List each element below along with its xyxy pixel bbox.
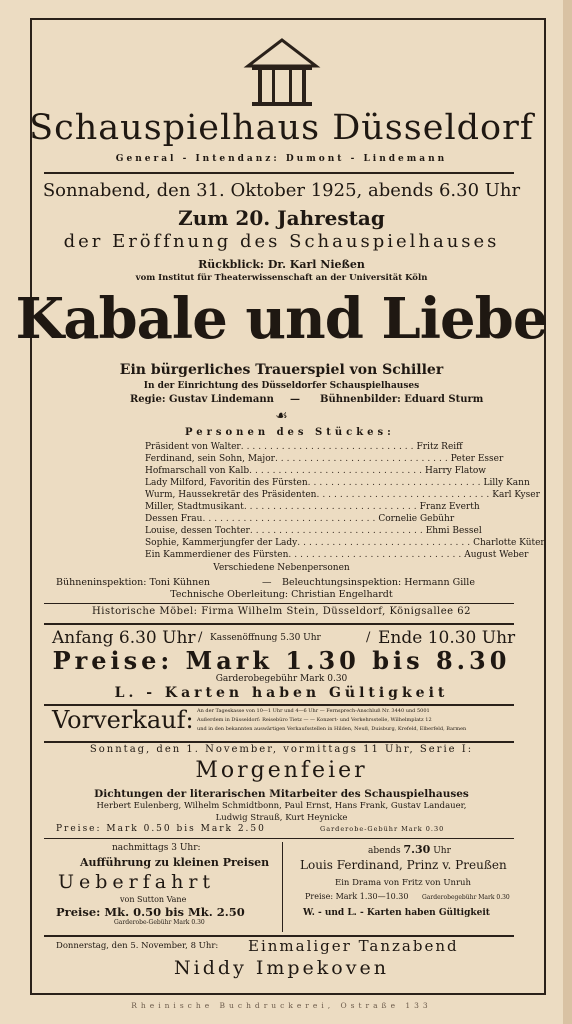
evening-subtitle: Ein Drama von Fritz von Unruh — [335, 878, 471, 888]
end-time: Ende 10.30 Uhr — [378, 628, 516, 648]
occasion: Zum 20. Jahrestag — [178, 206, 385, 230]
event-date: Sonnabend, den 31. Oktober 1925, abends 6.30 Uhr — [42, 180, 521, 201]
divider — [44, 741, 514, 743]
time-separator: / — [198, 630, 203, 645]
cast-row: Wurm, Haussekretär des Präsidenten .............................. Karl Kyser — [145, 490, 540, 500]
divider — [44, 172, 514, 174]
sunday-title: Morgenfeier — [195, 758, 368, 783]
ornament-icon: ☙ — [275, 408, 288, 424]
designer: Bühnenbilder: Eduard Sturm — [320, 394, 484, 405]
cast-row: Sophie, Kammerjungfer der Lady .............................. Charlotte Küter — [145, 538, 545, 548]
cast-row: Louise, dessen Tochter .............................. Ehmi Bessel — [145, 526, 482, 536]
cards-validity: L. - Karten haben Gültigkeit — [114, 685, 449, 701]
afternoon-heading: Aufführung zu kleinen Preisen — [80, 856, 270, 869]
cast-row: Miller, Stadtmusikant .............................. Franz Everth — [145, 502, 480, 512]
cast-row: Lady Milford, Favoritin des Fürsten .............................. Lilly Kann — [145, 478, 530, 488]
afternoon-price: Preise: Mk. 0.50 bis Mk. 2.50 — [56, 905, 245, 919]
occasion-sub: der Eröffnung des Schauspielhauses — [63, 231, 500, 252]
evening-time — [368, 843, 451, 856]
presale-line-2: Außerdem in Düsseldorf: Reisebüro Tietz — — Konzert- und Verkehrsstelle, Wilhelmplatz 12 — [197, 717, 432, 723]
column-divider — [282, 842, 283, 932]
play-title: Kabale und Liebe — [15, 286, 548, 352]
lighting-inspection: Beleuchtungsinspektion: Hermann Gille — [282, 577, 475, 588]
sunday-subtitle: Dichtungen der literarischen Mitarbeiter des Schauspielhauses — [94, 788, 469, 800]
box-office-time: Kassenöffnung 5.30 Uhr — [210, 633, 321, 643]
furniture-credit: Historische Möbel: Firma Wilhelm Stein, Düsseldorf, Königsallee 62 — [92, 606, 471, 617]
sunday-date: Sonntag, den 1. November, vormittags 11 Uhr, Serie I: — [89, 744, 474, 755]
temple-logo-icon — [246, 38, 318, 108]
sunday-authors-2: Ludwig Strauß, Kurt Heynicke — [215, 813, 348, 823]
evening-title: Louis Ferdinand, Prinz v. Preußen — [300, 858, 507, 872]
cast-row: Hofmarschall von Kalb .............................. Harry Flatow — [145, 466, 486, 476]
cast-row: Präsident von Walter .............................. Fritz Reiff — [145, 442, 463, 452]
staff-dash: — — [262, 577, 272, 588]
cloakroom-fee: Garderobegebühr Mark 0.30 — [215, 674, 348, 684]
evening-time-suffix: Uhr — [433, 846, 451, 856]
sunday-cloakroom: Garderobe-Gebühr Mark 0.30 — [320, 825, 445, 833]
divider — [44, 603, 514, 604]
director: Regie: Gustav Lindemann — [130, 394, 274, 405]
production-note: In der Einrichtung des Düsseldorfer Schauspielhauses — [143, 381, 420, 391]
institute: vom Institut für Theaterwissenschaft an der Universität Köln — [135, 273, 428, 283]
credit-dash: — — [290, 394, 300, 405]
printer-imprint: Rheinische Buchdruckerei, Ostraße 133 — [131, 1001, 432, 1010]
divider — [44, 838, 514, 839]
play-subtitle: Ein bürgerliches Trauerspiel von Schiller — [119, 362, 444, 378]
thursday-performer: Niddy Impekoven — [174, 957, 389, 979]
start-time: Anfang 6.30 Uhr — [52, 628, 196, 648]
cast-row: Ferdinand, sein Sohn, Major .............................. Peter Esser — [145, 454, 504, 464]
time-separator: / — [366, 630, 371, 645]
evening-cards: W. - und L. - Karten haben Gültigkeit — [303, 908, 490, 918]
evening-cloakroom: Garderobegebühr Mark 0.30 — [422, 894, 510, 901]
cast-list — [145, 441, 545, 561]
evening-time-value: 7.30 — [403, 843, 431, 856]
management: General - Intendanz: Dumont - Lindemann — [115, 154, 448, 164]
afternoon-time: nachmittags 3 Uhr: — [112, 843, 201, 853]
cast-row: Ein Kammerdiener des Fürsten .............................. August Weber — [145, 550, 529, 560]
thursday-date: Donnerstag, den 5. November, 8 Uhr: — [56, 941, 219, 951]
cast-extras: Verschiedene Nebenpersonen — [213, 563, 350, 573]
technical-direction: Technische Oberleitung: Christian Engelhardt — [170, 589, 393, 600]
retrospect: Rückblick: Dr. Karl Nießen — [198, 258, 365, 271]
afternoon-cloakroom: Garderobe-Gebühr Mark 0.30 — [114, 919, 205, 926]
stage-inspection: Bühneninspektion: Toni Kühnen — [56, 577, 210, 588]
theatre-name: Schauspielhaus Düsseldorf — [29, 108, 534, 148]
sunday-authors-1: Herbert Eulenberg, Wilhelm Schmidtbonn, Paul Ernst, Hans Frank, Gustav Landauer, — [96, 801, 467, 811]
cast-row: Dessen Frau .............................. Cornelie Gebühr — [145, 514, 455, 524]
afternoon-title: Ueberfahrt — [58, 871, 216, 893]
price-line: Preise: Mark 1.30 bis 8.30 — [52, 646, 511, 675]
divider — [44, 623, 514, 625]
thursday-event: Einmaliger Tanzabend — [248, 937, 459, 955]
cast-heading: Personen des Stückes: — [185, 427, 395, 438]
sunday-price: Preise: Mark 0.50 bis Mark 2.50 — [56, 824, 266, 834]
evening-price: Preise: Mark 1.30—10.30 — [305, 892, 409, 901]
presale-line-1: An der Tageskasse von 10—1 Uhr und 4—6 Uhr — Fernsprech-Anschluß Nr. 3440 und 5001 — [197, 708, 430, 714]
evening-time-prefix: abends — [368, 846, 401, 856]
presale-label: Vorverkauf: — [52, 706, 194, 734]
presale-line-3: und in den bekannten auswärtigen Verkaufsstellen in Hilden, Neuß, Duisburg, Krefeld, Elberfeld, Barmen — [197, 726, 467, 732]
afternoon-author: von Sutton Vane — [120, 895, 187, 904]
